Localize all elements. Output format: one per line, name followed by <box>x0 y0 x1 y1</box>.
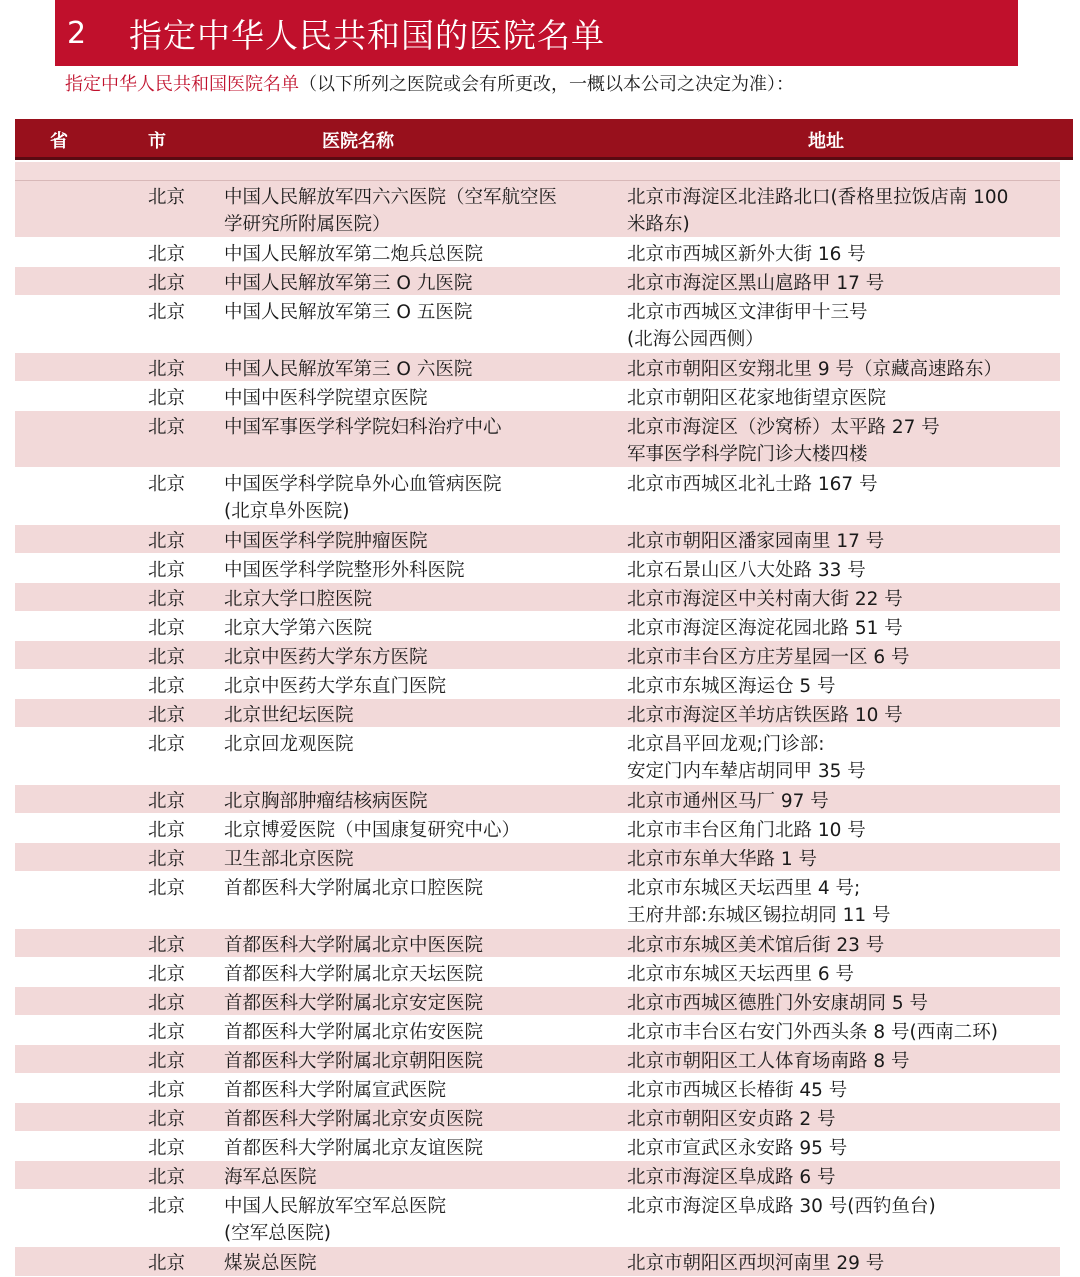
hospital-name-line: 北京回龙观医院 <box>224 734 354 755</box>
table-row <box>15 670 1060 699</box>
address-line: 北京市丰台区方庄芳星园一区 6 号 <box>627 647 910 668</box>
table-row <box>15 353 1060 382</box>
address-line: 北京市东城区美术馆后街 23 号 <box>627 935 885 956</box>
address-line: 北京市朝阳区安贞路 2 号 <box>627 1109 836 1130</box>
cell-city: 北京 <box>148 1196 186 1217</box>
cell-city: 北京 <box>148 820 186 841</box>
cell-hospital-name <box>224 990 483 1017</box>
table-row <box>15 1103 1060 1132</box>
address-line: 北京市通州区马厂 97 号 <box>627 791 829 812</box>
hospital-name-line: 中国医学科学院整形外科医院 <box>224 560 465 581</box>
hospital-name-line: 首都医科大学附属北京中医医院 <box>224 935 484 956</box>
table-body <box>15 181 1060 1277</box>
cell-city: 北京 <box>148 244 186 265</box>
hospital-name-line: 中国人民解放军第三 O 五医院 <box>224 302 473 323</box>
hospital-name-line: 中国医学科学院阜外心血管病医院 <box>224 474 502 495</box>
cell-address <box>627 1019 998 1046</box>
cell-hospital-name <box>224 1250 317 1277</box>
section-number: 2 <box>67 15 87 51</box>
cell-city: 北京 <box>148 1253 186 1274</box>
address-line: (北海公园西侧） <box>627 329 764 350</box>
address-line: 北京市朝阳区西坝河南里 29 号 <box>627 1253 885 1274</box>
hospital-name-line: 北京中医药大学东方医院 <box>224 647 428 668</box>
cell-city: 北京 <box>148 676 186 697</box>
cell-hospital-name <box>224 1048 483 1075</box>
table-row <box>15 554 1060 583</box>
subtitle-note: （以下所列之医院或会有所更改，一概以本公司之决定为准）： <box>299 74 794 95</box>
cell-city: 北京 <box>148 1080 186 1101</box>
cell-city: 北京 <box>148 359 186 380</box>
cell-hospital-name <box>224 385 428 412</box>
hospital-name-line: 北京世纪坛医院 <box>224 705 354 726</box>
hospital-name-line: 北京大学第六医院 <box>224 618 373 639</box>
cell-city: 北京 <box>148 993 186 1014</box>
table-row <box>15 181 1060 238</box>
cell-address <box>627 961 854 988</box>
cell-city: 北京 <box>148 647 186 668</box>
address-line: 北京市宣武区永安路 95 号 <box>627 1138 848 1159</box>
address-line: 北京市朝阳区工人体育场南路 8 号 <box>627 1051 910 1072</box>
cell-address <box>627 414 940 468</box>
hospital-name-line: 北京博爱医院（中国康复研究中心） <box>224 820 521 841</box>
cell-address <box>627 932 884 959</box>
hospital-name-line: 北京中医药大学东直门医院 <box>224 676 447 697</box>
table-row <box>15 1132 1060 1161</box>
header-city: 市 <box>148 131 166 152</box>
cell-hospital-name <box>224 1135 483 1162</box>
cell-city: 北京 <box>148 935 186 956</box>
address-line: 北京市东城区海运仓 5 号 <box>627 676 836 697</box>
table-row <box>15 872 1060 929</box>
address-line: 北京市海淀区（沙窝桥）太平路 27 号 <box>627 417 940 438</box>
cell-address <box>627 1077 847 1104</box>
hospital-name-line: 中国人民解放军四六六医院（空军航空医 <box>224 187 558 208</box>
cell-city: 北京 <box>148 187 186 208</box>
cell-hospital-name <box>224 184 557 238</box>
hospital-name-line: 中国人民解放军第三 O 九医院 <box>224 273 473 294</box>
subtitle <box>65 70 794 96</box>
cell-hospital-name <box>224 241 483 268</box>
cell-address <box>627 788 829 815</box>
cell-hospital-name <box>224 557 465 584</box>
address-line: 军事医学科学院门诊大楼四楼 <box>627 444 868 465</box>
address-line: 北京市海淀区阜成路 30 号(西钓鱼台) <box>627 1196 936 1217</box>
section-title: 指定中华人民共和国的医院名单 <box>129 15 605 55</box>
hospital-name-line: 首都医科大学附属北京天坛医院 <box>224 964 484 985</box>
table-row <box>15 987 1060 1016</box>
table-header <box>15 119 1073 160</box>
hospital-name-line: 中国人民解放军第三 O 六医院 <box>224 359 473 380</box>
cell-address <box>627 1250 884 1277</box>
table-row <box>15 1074 1060 1103</box>
cell-hospital-name <box>224 615 372 642</box>
hospital-name-line: 首都医科大学附属北京佑安医院 <box>224 1022 484 1043</box>
cell-city: 北京 <box>148 560 186 581</box>
hospital-name-line: 首都医科大学附属北京口腔医院 <box>224 878 484 899</box>
cell-hospital-name <box>224 299 472 326</box>
table-row <box>15 958 1060 987</box>
table-row <box>15 612 1060 641</box>
hospital-name-line: 中国医学科学院肿瘤医院 <box>224 531 428 552</box>
address-line: 北京市海淀区北洼路北口(香格里拉饭店南 100 <box>627 187 1009 208</box>
table-spacer-row <box>15 162 1060 181</box>
cell-city: 北京 <box>148 618 186 639</box>
cell-address <box>627 875 891 929</box>
hospital-name-line: 首都医科大学附属北京朝阳医院 <box>224 1051 484 1072</box>
cell-city: 北京 <box>148 1051 186 1072</box>
cell-city: 北京 <box>148 589 186 610</box>
address-line: 北京市朝阳区潘家园南里 17 号 <box>627 531 885 552</box>
hospital-name-line: 学研究所附属医院） <box>224 214 391 235</box>
hospital-name-line: 北京胸部肿瘤结核病医院 <box>224 791 428 812</box>
cell-hospital-name <box>224 673 446 700</box>
address-line: 北京市朝阳区安翔北里 9 号（京藏高速路东） <box>627 359 1003 380</box>
hospital-name-line: 中国人民解放军空军总医院 <box>224 1196 447 1217</box>
table-row <box>15 1045 1060 1074</box>
hospital-name-line: 首都医科大学附属宣武医院 <box>224 1080 447 1101</box>
cell-city: 北京 <box>148 878 186 899</box>
cell-city: 北京 <box>148 1138 186 1159</box>
address-line: 王府井部:东城区锡拉胡同 11 号 <box>627 905 891 926</box>
cell-address <box>627 471 878 498</box>
cell-city: 北京 <box>148 1167 186 1188</box>
cell-address <box>627 846 817 873</box>
hospital-name-line: (空军总医院) <box>224 1223 331 1244</box>
header-address: 地址 <box>808 131 844 152</box>
cell-hospital-name <box>224 1077 446 1104</box>
table-row <box>15 1161 1060 1190</box>
section-banner <box>55 0 1018 66</box>
hospital-name-line: (北京阜外医院) <box>224 501 350 522</box>
table-row <box>15 1247 1060 1277</box>
table-row <box>15 728 1060 785</box>
cell-hospital-name <box>224 1019 483 1046</box>
cell-address <box>627 644 910 671</box>
table-row <box>15 238 1060 267</box>
table-row <box>15 1190 1060 1247</box>
address-line: 北京市西城区长椿街 45 号 <box>627 1080 848 1101</box>
cell-city: 北京 <box>148 849 186 870</box>
cell-city: 北京 <box>148 1022 186 1043</box>
cell-hospital-name <box>224 1164 317 1191</box>
table-row <box>15 583 1060 612</box>
address-line: 北京市海淀区阜成路 6 号 <box>627 1167 836 1188</box>
hospital-name-line: 首都医科大学附属北京安贞医院 <box>224 1109 484 1130</box>
cell-address <box>627 586 903 613</box>
address-line: 北京昌平回龙观;门诊部: <box>627 734 825 755</box>
hospital-name-line: 首都医科大学附属北京友谊医院 <box>224 1138 484 1159</box>
address-line: 北京市海淀区羊坊店铁医路 10 号 <box>627 705 903 726</box>
cell-city: 北京 <box>148 705 186 726</box>
cell-address <box>627 385 886 412</box>
cell-address <box>627 673 836 700</box>
address-line: 北京市东城区天坛西里 6 号 <box>627 964 855 985</box>
cell-address <box>627 557 866 584</box>
hospital-name-line: 卫生部北京医院 <box>224 849 354 870</box>
hospital-name-line: 北京大学口腔医院 <box>224 589 373 610</box>
cell-hospital-name <box>224 356 472 383</box>
cell-address <box>627 1135 847 1162</box>
cell-address <box>627 702 903 729</box>
address-line: 北京市海淀区中关村南大街 22 号 <box>627 589 903 610</box>
cell-city: 北京 <box>148 1109 186 1130</box>
cell-hospital-name <box>224 270 472 297</box>
cell-address <box>627 241 866 268</box>
address-line: 北京市东单大华路 1 号 <box>627 849 818 870</box>
address-line: 北京市海淀区海淀花园北路 51 号 <box>627 618 903 639</box>
cell-hospital-name <box>224 875 483 902</box>
cell-hospital-name <box>224 846 354 873</box>
address-line: 米路东) <box>627 214 690 235</box>
table-row <box>15 929 1060 958</box>
table-row <box>15 267 1060 296</box>
cell-address <box>627 1193 936 1220</box>
table-row <box>15 699 1060 728</box>
table-row <box>15 382 1060 411</box>
hospital-name-line: 中国人民解放军第二炮兵总医院 <box>224 244 484 265</box>
address-line: 北京市丰台区角门北路 10 号 <box>627 820 866 841</box>
table-row <box>15 814 1060 843</box>
cell-city: 北京 <box>148 302 186 323</box>
cell-address <box>627 356 1002 383</box>
address-line: 北京市西城区德胜门外安康胡同 5 号 <box>627 993 929 1014</box>
table-row <box>15 525 1060 554</box>
address-line: 北京市东城区天坛西里 4 号; <box>627 878 861 899</box>
cell-city: 北京 <box>148 531 186 552</box>
cell-hospital-name <box>224 414 502 441</box>
address-line: 北京市朝阳区花家地街望京医院 <box>627 388 887 409</box>
cell-address <box>627 817 866 844</box>
cell-address <box>627 731 866 785</box>
address-line: 北京市西城区北礼士路 167 号 <box>627 474 878 495</box>
cell-hospital-name <box>224 731 354 758</box>
cell-address <box>627 1164 836 1191</box>
cell-hospital-name <box>224 528 428 555</box>
cell-city: 北京 <box>148 791 186 812</box>
cell-hospital-name <box>224 961 483 988</box>
subtitle-highlight: 指定中华人民共和国医院名单 <box>65 74 299 95</box>
cell-hospital-name <box>224 702 354 729</box>
hospital-name-line: 首都医科大学附属北京安定医院 <box>224 993 484 1014</box>
address-line: 北京石景山区八大处路 33 号 <box>627 560 866 581</box>
cell-address <box>627 1106 836 1133</box>
address-line: 北京市丰台区右安门外西头条 8 号(西南二环) <box>627 1022 998 1043</box>
hospital-name-line: 海军总医院 <box>224 1167 317 1188</box>
cell-hospital-name <box>224 471 502 525</box>
hospital-name-line: 中国中医科学院望京医院 <box>224 388 428 409</box>
cell-address <box>627 299 868 353</box>
cell-city: 北京 <box>148 388 186 409</box>
table-row <box>15 411 1060 468</box>
cell-address <box>627 1048 910 1075</box>
cell-hospital-name <box>224 1193 446 1247</box>
cell-address <box>627 615 903 642</box>
cell-hospital-name <box>224 586 372 613</box>
address-line: 北京市海淀区黑山扈路甲 17 号 <box>627 273 885 294</box>
cell-hospital-name <box>224 644 428 671</box>
table-row <box>15 1016 1060 1045</box>
cell-address <box>627 184 1008 238</box>
table-row <box>15 843 1060 872</box>
cell-address <box>627 528 884 555</box>
address-line: 安定门内车辇店胡同甲 35 号 <box>627 761 866 782</box>
address-line: 北京市西城区新外大街 16 号 <box>627 244 866 265</box>
cell-hospital-name <box>224 817 520 844</box>
cell-hospital-name <box>224 932 483 959</box>
cell-address <box>627 990 928 1017</box>
table-row <box>15 641 1060 670</box>
address-line: 北京市西城区文津街甲十三号 <box>627 302 868 323</box>
table-row <box>15 296 1060 353</box>
table-row <box>15 785 1060 814</box>
table-row <box>15 468 1060 525</box>
cell-address <box>627 270 884 297</box>
hospital-name-line: 煤炭总医院 <box>224 1253 317 1274</box>
cell-city: 北京 <box>148 734 186 755</box>
header-province: 省 <box>50 131 68 152</box>
cell-city: 北京 <box>148 964 186 985</box>
cell-city: 北京 <box>148 417 186 438</box>
header-hospital-name: 医院名称 <box>322 131 394 152</box>
cell-hospital-name <box>224 788 428 815</box>
cell-city: 北京 <box>148 474 186 495</box>
cell-city: 北京 <box>148 273 186 294</box>
cell-hospital-name <box>224 1106 483 1133</box>
hospital-name-line: 中国军事医学科学院妇科治疗中心 <box>224 417 502 438</box>
